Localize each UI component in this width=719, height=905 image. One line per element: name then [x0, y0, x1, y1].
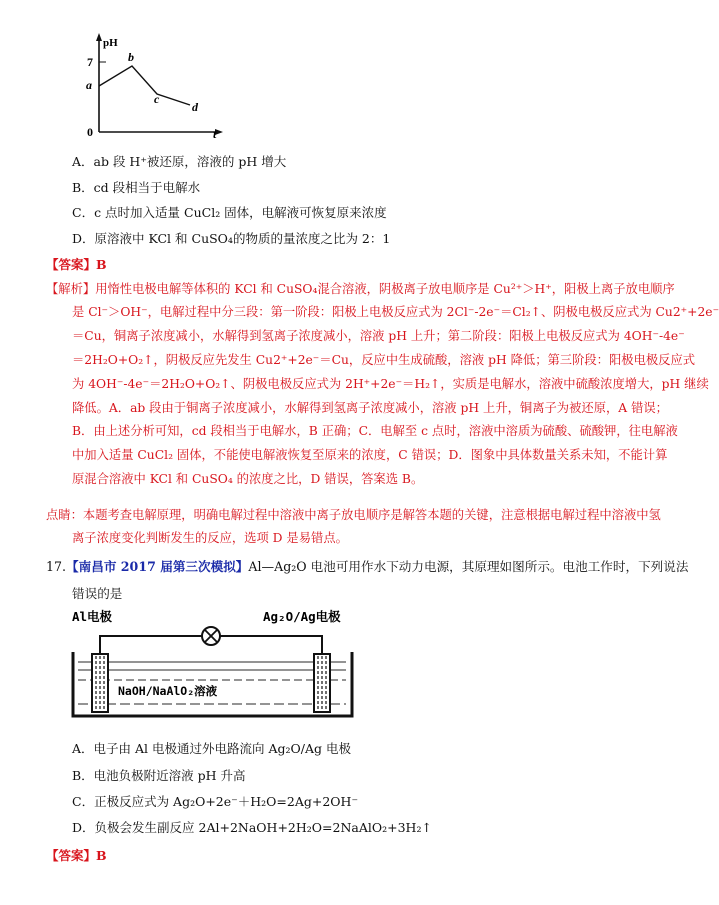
point-c: c [154, 92, 160, 106]
q17-option-c: C．正极反应式为 Ag₂O+2e⁻＋H₂O=2Ag+2OH⁻ [72, 794, 359, 809]
ag2o-electrode-label: Ag₂O/Ag电极 [263, 609, 341, 624]
analysis-line: 中加入适量 CuCl₂ 固体，不能使电解液恢复至原来的浓度，C 错误；D．图象中具体数量关系未知，不能计算 [72, 448, 668, 462]
q17-option-d: D．负极会发生副反应 2Al+2NaOH+2H₂O=2NaAlO₂+3H₂↑ [72, 820, 432, 835]
q17-number: 17. [46, 559, 67, 574]
tick-7: 7 [87, 55, 93, 69]
q17-stem-line2: 错误的是 [72, 586, 123, 601]
analysis-line: 原混合溶液中 KCl 和 CuSO₄ 的浓度之比，D 错误，答案选 B。 [72, 472, 424, 486]
q16-option-a: A．ab 段 H⁺被还原，溶液的 pH 增大 [72, 154, 287, 169]
y-axis-label: pH [103, 37, 118, 49]
analysis-line: 是 Cl⁻＞OH⁻，电解过程中分三段：第一阶段：阳极上电极反应式为 2Cl⁻-2e⁻＝Cl₂↑、阴极电极反应式为 Cu2⁺+2e⁻ [72, 305, 719, 319]
analysis-line: ＝Cu，铜离子浓度减小，水解得到氢离子浓度减小，溶液 pH 上升；第二阶段：阳极上电极反应式为 4OH⁻-4e⁻ [72, 329, 685, 343]
analysis-line: 为 4OH⁻-4e⁻＝2H₂O+O₂↑、阴极电极反应式为 2H⁺+2e⁻＝H₂↑，实质是电解水，溶液中硫酸浓度增大，pH 继续 [72, 377, 709, 391]
y-axis-arrow [96, 33, 102, 41]
q17-stem-line1: Al—Ag₂O 电池可用作水下动力电源，其原理如图所示。电池工作时，下列说法 [248, 559, 689, 574]
point-b: b [128, 50, 134, 64]
q16-option-c: C．c 点时加入适量 CuCl₂ 固体，电解液可恢复原来浓度 [72, 205, 387, 220]
x-axis-label: t [213, 127, 217, 141]
q17-answer: 【答案】B [46, 848, 107, 863]
q16-option-d: D．原溶液中 KCl 和 CuSO₄的物质的量浓度之比为 2：1 [72, 231, 391, 246]
origin-label: 0 [87, 125, 93, 139]
analysis-line: B．由上述分析可知，cd 段相当于电解水，B 正确；C．电解至 c 点时，溶液中溶质为硫酸、硫酸钾，往电解液 [72, 424, 678, 438]
al-electrode-label: Al电极 [72, 609, 113, 624]
tip-line: 点睛：本题考查电解原理，明确电解过程中溶液中离子放电顺序是解答本题的关键，注意根据电解过程中溶液中氢 [46, 508, 661, 522]
lamp-icon [202, 627, 220, 645]
ph-curve [99, 66, 190, 105]
analysis-line: 降低。A．ab 段由于铜离子浓度减小，水解得到氢离子浓度减小，溶液 pH 上升，铜离子为被还原，A 错误； [72, 401, 668, 415]
analysis-line: 【解析】用惰性电极电解等体积的 KCl 和 CuSO₄混合溶液，阴极离子放电顺序是 Cu²⁺＞H⁺，阳极上离子放电顺序 [46, 282, 675, 296]
q17-option-a: A．电子由 Al 电极通过外电路流向 Ag₂O/Ag 电极 [72, 741, 351, 756]
ag2o-ag-electrode [314, 654, 330, 712]
tip-line: 离子浓度变化判断发生的反应，选项 D 是易错点。 [72, 531, 348, 545]
solution-label: NaOH/NaAlO₂溶液 [118, 684, 218, 698]
q17-option-b: B．电池负极附近溶液 pH 升高 [72, 768, 246, 783]
q17-stem [46, 556, 688, 575]
al-electrode [92, 654, 108, 712]
tick-a: a [86, 78, 92, 92]
battery-cell-diagram [70, 606, 360, 724]
q16-answer: 【答案】B [46, 257, 107, 272]
analysis-line: ＝2H₂O+O₂↑，阴极反应先发生 Cu2⁺+2e⁻＝Cu，反应中生成硫酸，溶液 pH 降低；第三阶段：阳极电极反应式 [72, 353, 696, 367]
point-d: d [192, 100, 198, 114]
q17-source: 【南昌市 2017 届第三次模拟】 [66, 559, 249, 574]
q16-option-b: B．cd 段相当于电解水 [72, 180, 201, 195]
ph-time-graph [82, 30, 232, 142]
